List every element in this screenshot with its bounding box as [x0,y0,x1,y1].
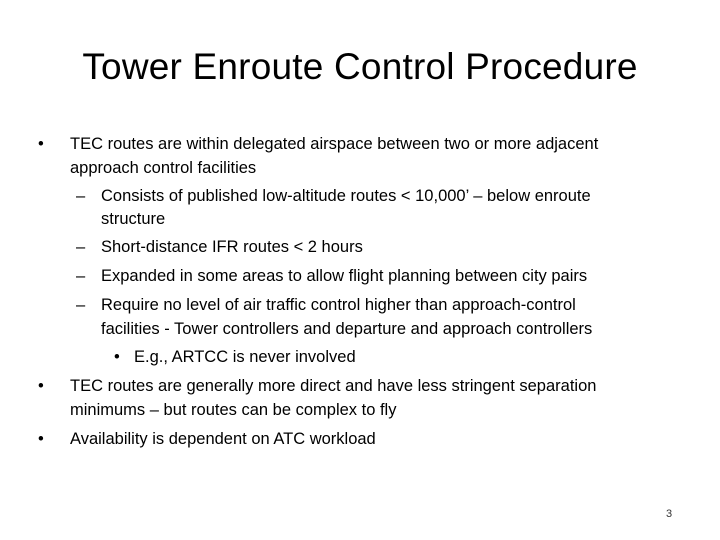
sub-bullet-2-line-1: Short-distance IFR routes < 2 hours [101,238,363,256]
bullet-marker: • [38,135,44,153]
sub-bullet-dash: – [76,238,86,256]
bullet-3-line-1: Availability is dependent on ATC workload [70,430,376,448]
slide-title: Tower Enroute Control Procedure [82,46,638,87]
bullet-marker: • [38,430,44,448]
sub-bullet-1-line-2: structure [101,210,166,228]
sub-bullet-4-line-2: facilities - Tower controllers and departure and approach controllers [101,320,593,338]
bullet-2-line-2: minimums – but routes can be complex to fly [70,401,397,419]
page-number: 3 [666,508,673,520]
sub-sub-bullet-1-line-1: E.g., ARTCC is never involved [134,348,356,366]
sub-bullet-dash: – [76,296,86,314]
bullet-1-line-1: TEC routes are within delegated airspace between two or more adjacent [70,135,599,153]
bullet-marker: • [38,377,44,395]
sub-bullet-1-line-1: Consists of published low-altitude routes < 10,000’ – below enroute [101,187,591,205]
sub-bullet-dash: – [76,187,86,205]
bullet-1-line-2: approach control facilities [70,159,257,177]
bullet-2-line-1: TEC routes are generally more direct and have less stringent separation [70,377,597,395]
sub-bullet-4-line-1: Require no level of air traffic control higher than approach-control [101,296,576,314]
sub-sub-bullet-marker: • [114,348,120,366]
sub-bullet-3-line-1: Expanded in some areas to allow flight planning between city pairs [101,267,588,285]
sub-bullet-dash: – [76,267,86,285]
